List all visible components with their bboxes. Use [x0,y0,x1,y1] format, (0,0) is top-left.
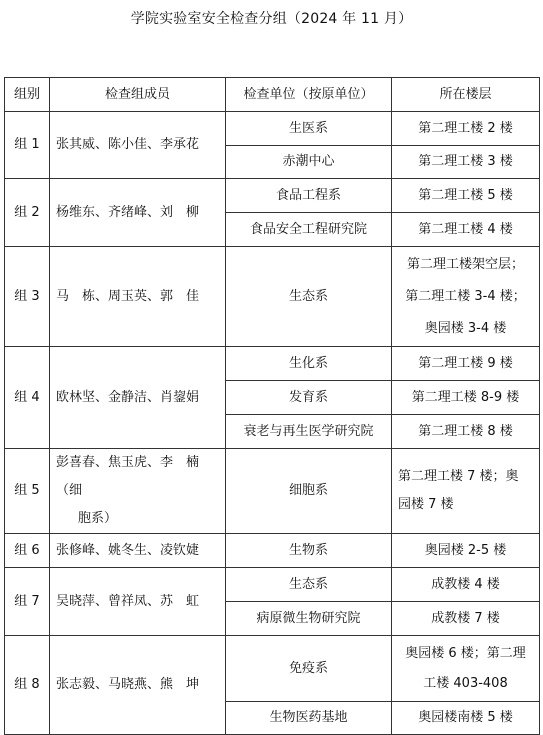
unit-cell: 赤潮中心 [226,146,392,179]
table-row [5,636,540,702]
floor-cell [392,247,540,347]
group-members: 马 栋、周玉英、郭 佳 [50,247,226,347]
unit-cell: 生化系 [226,347,392,381]
group-name: 组 5 [5,449,50,534]
unit-cell: 食品工程系 [226,179,392,213]
unit-cell: 免疫系 [226,636,392,702]
table-row [5,112,540,146]
floor-cell: 第二理工楼 5 楼 [392,179,540,213]
floor-cell: 第二理工楼 4 楼 [392,213,540,247]
header-floor: 所在楼层 [392,78,540,112]
group-members: 张其威、陈小佳、李承花 [50,112,226,179]
group-members: 吴晓萍、曾祥凤、苏 虹 [50,568,226,636]
table-row [5,449,540,534]
group-members: 张修峰、姚冬生、凌钦婕 [50,534,226,568]
floor-line: 第二理工楼 7 楼；奥 [398,469,519,484]
header-members: 检查组成员 [50,78,226,112]
floor-cell [392,636,540,702]
unit-cell: 衰老与再生医学研究院 [226,415,392,449]
table-row [5,179,540,213]
floor-cell: 奥园楼 2-5 楼 [392,534,540,568]
table-row [5,534,540,568]
document-title: 学院实验室安全检查分组（2024 年 11 月） [130,11,413,27]
group-name: 组 6 [5,534,50,568]
unit-cell: 细胞系 [226,449,392,534]
unit-cell: 生态系 [226,247,392,347]
floor-line: 第二理工楼架空层； [406,256,524,272]
group-members: 张志毅、马晓燕、熊 坤 [50,636,226,735]
unit-cell: 生物系 [226,534,392,568]
group-name: 组 4 [5,347,50,449]
unit-cell: 食品安全工程研究院 [226,213,392,247]
floor-cell: 第二理工楼 2 楼 [392,112,540,146]
floor-line: 园楼 7 楼 [398,497,454,512]
floor-line: 奥园楼 6 楼；第二理 [405,645,526,661]
floor-cell: 第二理工楼 8-9 楼 [392,381,540,415]
floor-line: 第二理工楼 3-4 楼； [405,288,526,304]
group-name: 组 8 [5,636,50,735]
floor-cell: 奥园楼南楼 5 楼 [392,702,540,735]
floor-cell: 第二理工楼 9 楼 [392,347,540,381]
floor-cell: 成教楼 7 楼 [392,602,540,636]
group-name: 组 1 [5,112,50,179]
group-members [50,449,226,534]
unit-cell: 病原微生物研究院 [226,602,392,636]
member-line: 胞系） [78,511,118,526]
header-group: 组别 [5,78,50,112]
unit-cell: 生态系 [226,568,392,602]
floor-cell [392,449,540,534]
member-line: 彭喜春、焦玉虎、李 楠（细 [56,455,200,498]
group-members: 杨维东、齐绪峰、刘 柳 [50,179,226,247]
floor-cell: 成教楼 4 楼 [392,568,540,602]
inspection-group-table [4,77,540,735]
floor-line: 工楼 403-408 [423,675,508,691]
group-members: 欧林坚、金静洁、肖鋆娟 [50,347,226,449]
group-name: 组 3 [5,247,50,347]
floor-line: 奥园楼 3-4 楼 [424,320,507,336]
unit-cell: 生医系 [226,112,392,146]
header-unit: 检查单位（按原单位） [226,78,392,112]
group-name: 组 2 [5,179,50,247]
unit-cell: 发育系 [226,381,392,415]
unit-cell: 生物医药基地 [226,702,392,735]
floor-cell: 第二理工楼 8 楼 [392,415,540,449]
table-row [5,347,540,381]
floor-cell: 第二理工楼 3 楼 [392,146,540,179]
table-row [5,247,540,347]
group-name: 组 7 [5,568,50,636]
table-row [5,568,540,602]
